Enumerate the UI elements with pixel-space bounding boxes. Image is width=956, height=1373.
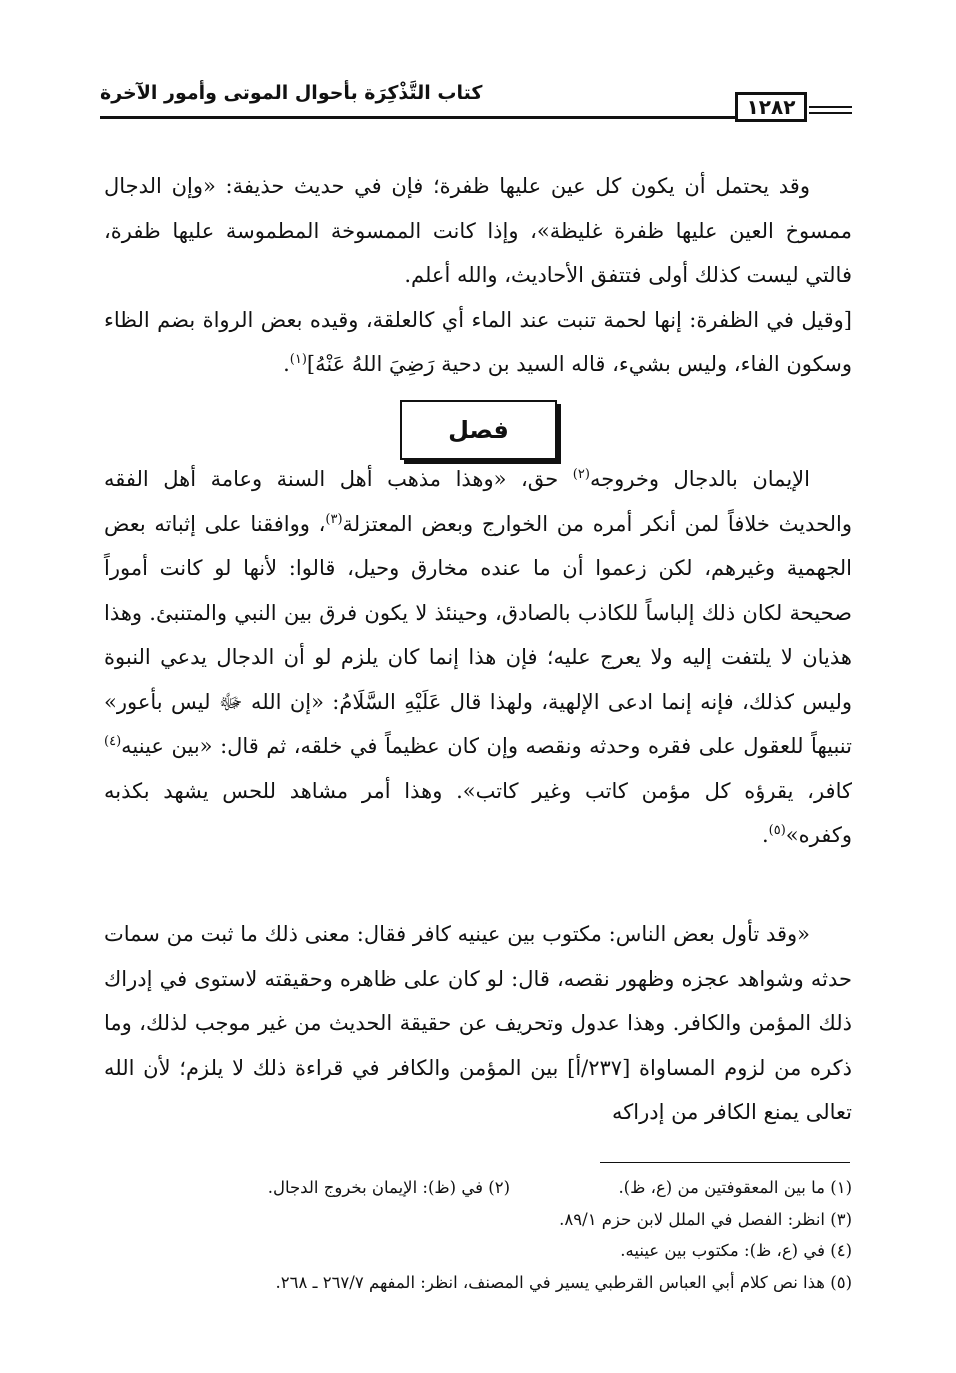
footnote-ref-5[interactable]: (٥) xyxy=(768,823,786,838)
paragraph-3-end: . xyxy=(761,823,769,847)
header-ornament-lines xyxy=(809,106,852,118)
paragraph-2-end: . xyxy=(283,352,290,376)
footnote-3: (٣) انظر: الفصل في الملل لابن حزم ٨٩/١. xyxy=(559,1209,852,1229)
paragraph-3-text-c: ، ووافقنا على إثباته بعض الجهمية وغيرهم، لكن زعموا أن ما عنده مخارق وحيل، قالوا: لأنها لو كانت أموراً صحيحة لكان ذلك إلباساً للكاذب بالصادق، وحينئذ لا يكون فرق بين النبي والمتنبئ. وهذا هذيان لا يلتفت إليه ولا يعرج عليه؛ فإن هذا إنما كان يلزم لو أن الدجال يدعي النبوة وليس كذلك، فإنه إنما ادعى الإلهية، ولهذا قال عَلَيْهِ السَّلَامُ: «إن الله ﷻ ليس بأعور» تنبيهاً للعقول على فقره وحدثه ونقصه وإن كان عظيماً في خلقه، ثم قال: «بين عينيه xyxy=(104,511,852,758)
paragraph-1: وقد يحتمل أن يكون كل عين عليها ظفرة؛ فإن في حديث حذيفة: «وإن الدجال ممسوخ العين عليها ظفرة غليظة»، وإذا كانت الممسوخة المطموسة عليها ظفرة، فالتي ليست كذلك أولى فتتفق الأحاديث، والله أعلم. xyxy=(104,174,853,287)
footnote-separator xyxy=(600,1162,850,1163)
footnote-ref-2[interactable]: (٢) xyxy=(572,467,590,482)
paragraph-3-text-b: حق، «وهذا مذهب أهل السنة وعامة أهل الفقه والحديث خلافاً لمن أنكر أمره من الخوارج وبعض المعتزلة xyxy=(104,467,853,536)
page-number: ١٢٨٢ xyxy=(735,92,807,122)
footnote-row xyxy=(104,1235,852,1267)
footnote-2: (٢) في (ظ): الإيمان بخروج الدجال. xyxy=(267,1178,510,1197)
footnote-row xyxy=(104,1172,852,1204)
footnotes xyxy=(104,1172,852,1298)
footnote-row xyxy=(104,1267,852,1299)
paragraph-3-text-a: الإيمان بالدجال وخروجه xyxy=(589,467,810,491)
body-text-top xyxy=(104,164,852,387)
paragraph-2 xyxy=(104,298,852,387)
header-rule xyxy=(100,116,735,119)
running-header xyxy=(100,80,852,130)
footnote-row xyxy=(104,1204,852,1236)
footnote-4: (٤) في (ع، ظ): مكتوب بين عينيه. xyxy=(620,1241,852,1260)
footnote-ref-4[interactable]: (٤) xyxy=(104,734,122,749)
footnote-ref-3[interactable]: (٣) xyxy=(325,511,343,527)
paragraph-3-text-d: كافر، يقرؤه كل مؤمن كاتب وغير كاتب». وهذا أمر مشاهد للحس يشهد بكذبه وكفره» xyxy=(104,778,852,847)
paragraph-4: «وقد تأول بعض الناس: مكتوب بين عينيه كافر فقال: معنى ذلك ما ثبت من سمات حدثه وشواهد عجزه وظهور نقصه، قال: لو كان على ظاهره وحقيقته لاستوى في إدراك ذلك المؤمن والكافر. وهذا عدول وتحريف عن حقيقة الحديث من غير موجب لذلك، وما ذكره من لزوم المساواة [٢٣٧/أ] بين المؤمن والكافر في قراءة ذلك لا يلزم؛ لأن الله تعالى يمنع الكافر من إدراكه xyxy=(104,922,852,1124)
paragraph-2-text: [وقيل في الظفرة: إنها لحمة تنبت عند الماء أي كالعلقة، وقيده بعض الرواة بضم الظاء وسكون الفاء، وليس بشيء، قاله السيد بن دحية رَضِيَ اللهُ عَنْهُ] xyxy=(104,307,852,376)
footnote-1: (١) ما بين المعقوفتين من (ع، ظ). xyxy=(618,1178,852,1197)
book-title: كتاب التَّذْكِرَة بأحوال الموتى وأمور الآخرة xyxy=(100,82,483,104)
footnote-ref-1[interactable]: (١) xyxy=(289,352,307,367)
footnote-5: (٥) هذا نص كلام أبي العباس القرطبي يسير في المصنف، انظر: المفهم ٢٦٧/٧ ـ ٢٦٨. xyxy=(275,1272,852,1292)
section-heading: فصل xyxy=(400,400,557,460)
paragraph-3 xyxy=(104,457,852,858)
